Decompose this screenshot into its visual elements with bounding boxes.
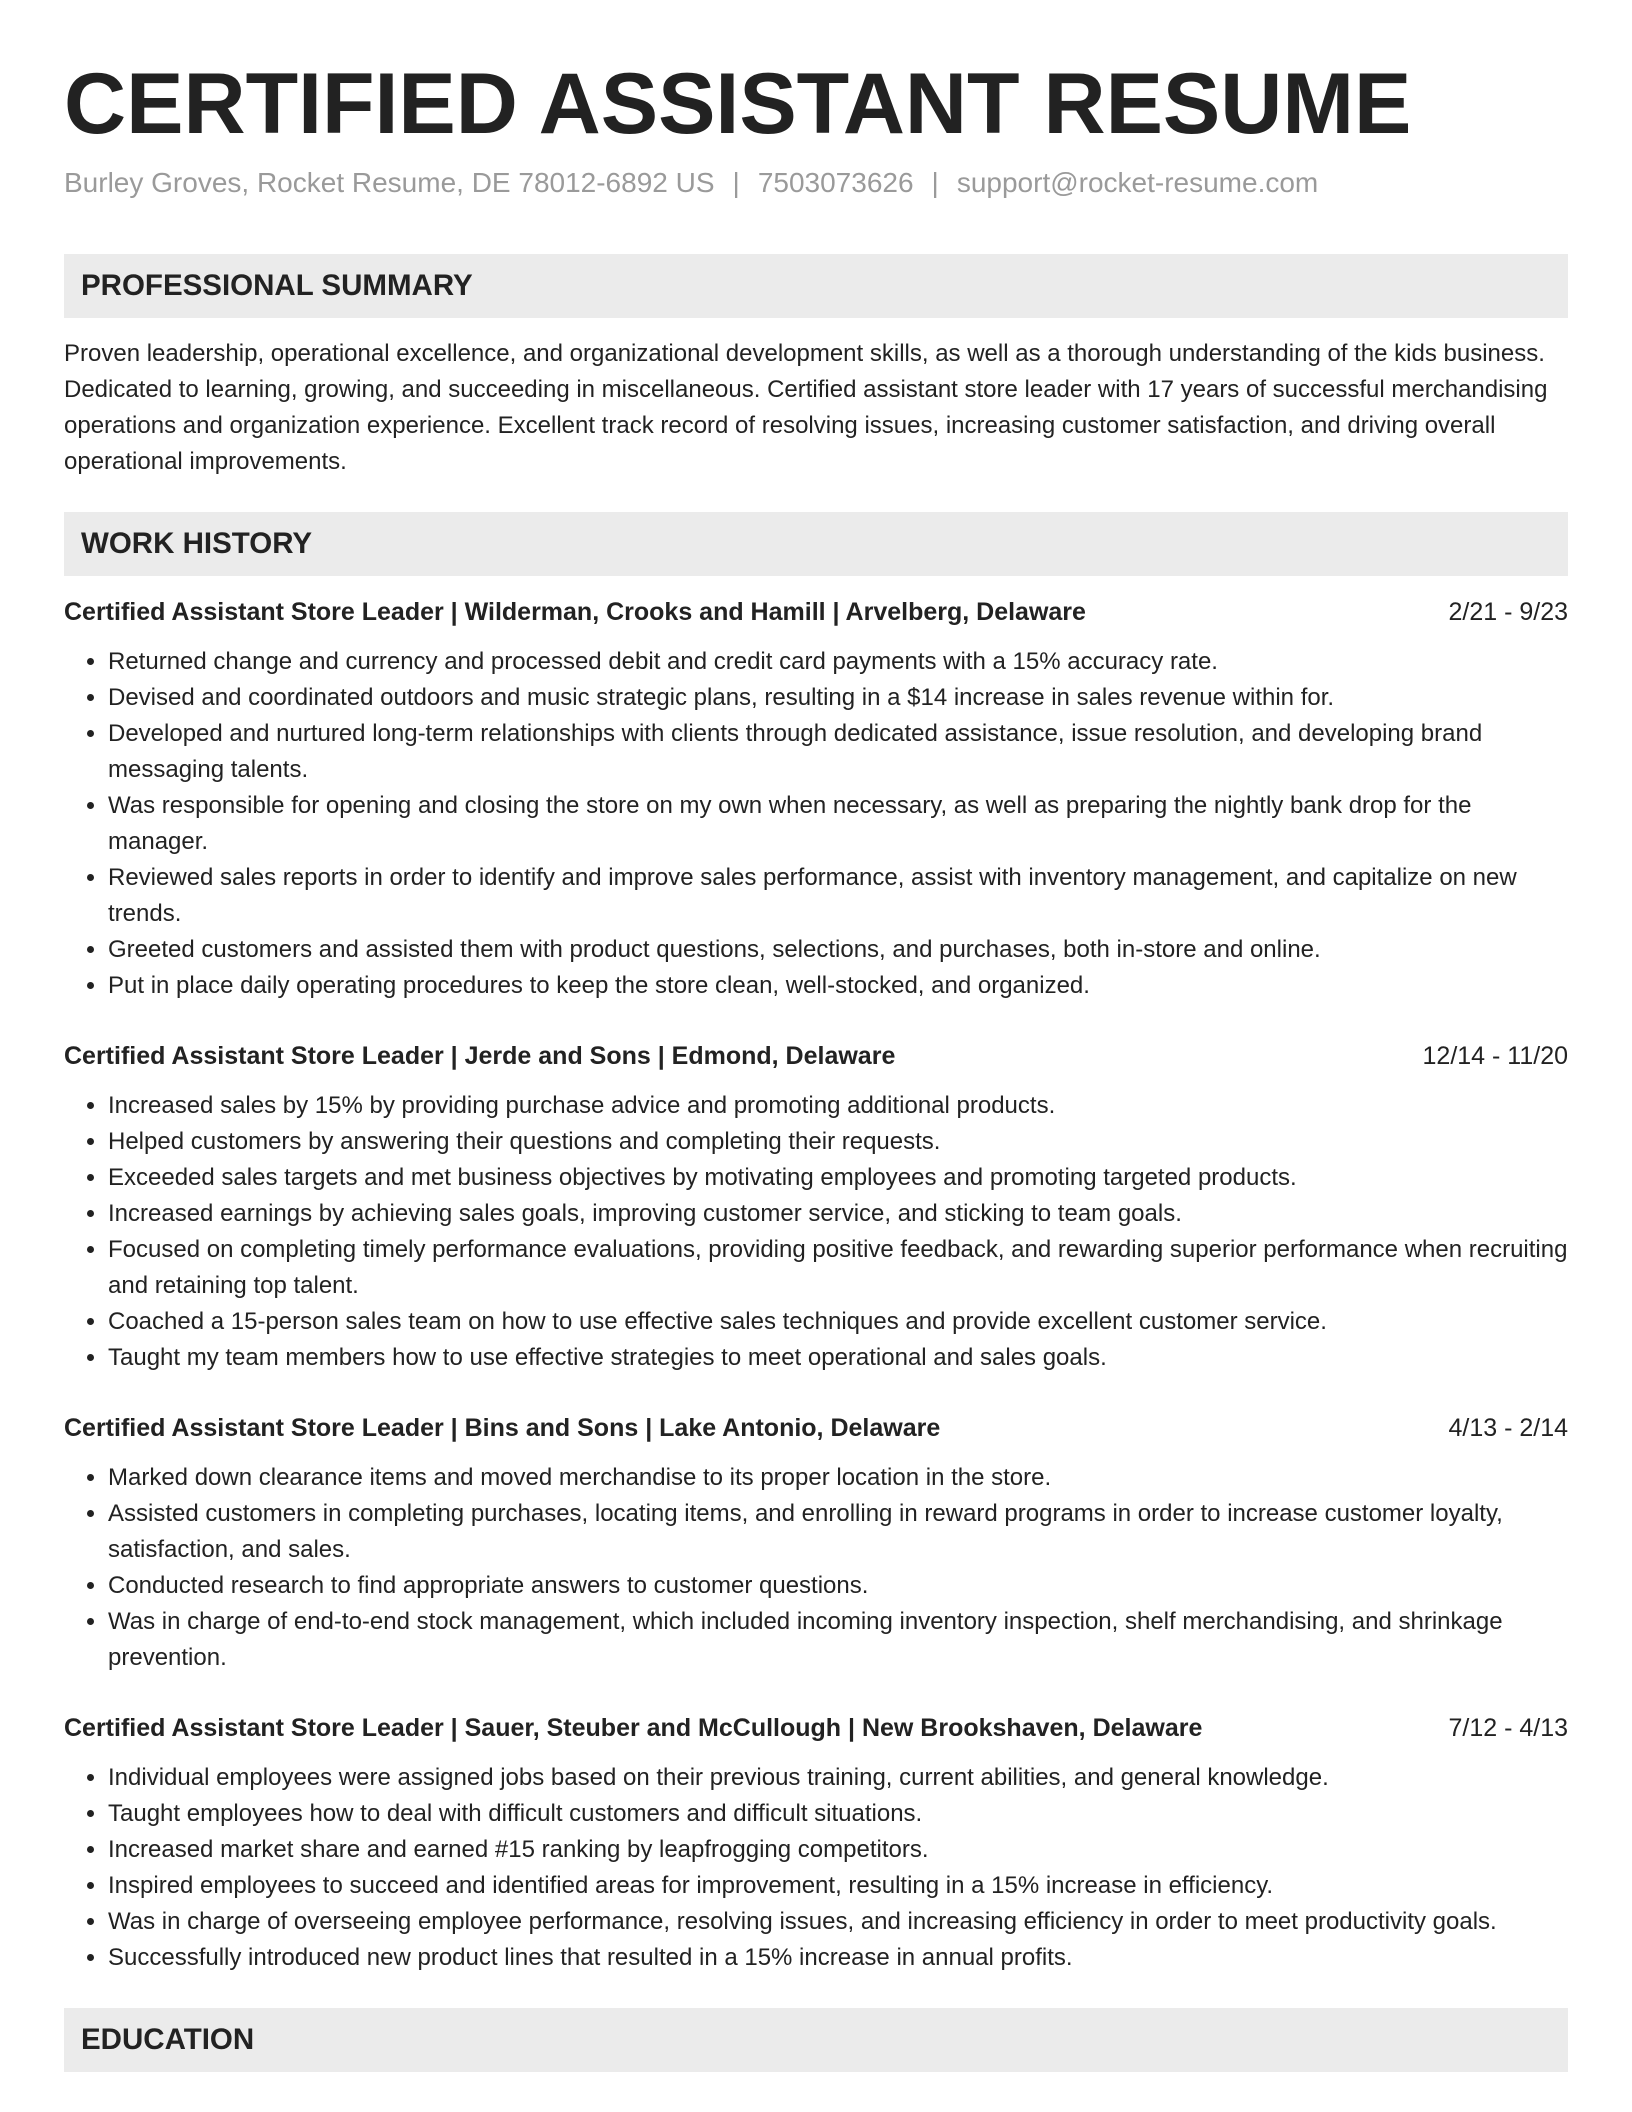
job-title: Certified Assistant Store Leader | Jerde and Sons | Edmond, Delaware bbox=[64, 1042, 896, 1071]
job-bullet: • Reviewed sales reports in order to identify and improve sales performance, assist with inventory management, and capitalize on new trends. bbox=[108, 860, 1568, 932]
job-bullet: • Individual employees were assigned jobs based on their previous training, current abilities, and general knowledge. bbox=[108, 1760, 1568, 1796]
job-header bbox=[64, 594, 1568, 630]
contact-separator: | bbox=[732, 166, 740, 198]
job-bullet: • Greeted customers and assisted them with product questions, selections, and purchases, both in-store and online. bbox=[108, 932, 1568, 968]
contact-phone: 7503073626 bbox=[757, 166, 914, 198]
section-heading-education: EDUCATION bbox=[64, 2008, 1568, 2072]
job-entry bbox=[64, 1410, 1568, 1676]
job-bullet: • Put in place daily operating procedures to keep the store clean, well-stocked, and organized. bbox=[108, 968, 1568, 1004]
job-entry bbox=[64, 1038, 1568, 1376]
job-title: Certified Assistant Store Leader | Wilderman, Crooks and Hamill | Arvelberg, Delaware bbox=[64, 598, 1086, 627]
job-title: Certified Assistant Store Leader | Bins and Sons | Lake Antonio, Delaware bbox=[64, 1414, 941, 1443]
job-bullet: • Conducted research to find appropriate answers to customer questions. bbox=[108, 1568, 1568, 1604]
job-bullet-list bbox=[64, 1460, 1568, 1676]
job-bullet: • Devised and coordinated outdoors and music strategic plans, resulting in a $14 increase in sales revenue within for. bbox=[108, 680, 1568, 716]
job-bullet: • Increased market share and earned #15 ranking by leapfrogging competitors. bbox=[108, 1832, 1568, 1868]
job-bullet: • Taught employees how to deal with difficult customers and difficult situations. bbox=[108, 1796, 1568, 1832]
job-bullet: • Was in charge of end-to-end stock management, which included incoming inventory inspection, shelf merchandising, and shrinkage prevention. bbox=[108, 1604, 1568, 1676]
section-heading-work-history: WORK HISTORY bbox=[64, 512, 1568, 576]
job-dates: 2/21 - 9/23 bbox=[1448, 598, 1568, 627]
job-bullet: • Inspired employees to succeed and identified areas for improvement, resulting in a 15% increase in efficiency. bbox=[108, 1868, 1568, 1904]
job-dates: 4/13 - 2/14 bbox=[1448, 1414, 1568, 1443]
job-bullet: • Was in charge of overseeing employee performance, resolving issues, and increasing efficiency in order to meet productivity goals. bbox=[108, 1904, 1568, 1940]
job-bullet: • Was responsible for opening and closing the store on my own when necessary, as well as preparing the nightly bank drop for the manager. bbox=[108, 788, 1568, 860]
contact-email: support@rocket-resume.com bbox=[956, 166, 1319, 198]
job-bullet: • Increased earnings by achieving sales goals, improving customer service, and sticking to team goals. bbox=[108, 1196, 1568, 1232]
job-bullet: • Developed and nurtured long-term relationships with clients through dedicated assistance, issue resolution, and developing brand messaging talents. bbox=[108, 716, 1568, 788]
work-history-list bbox=[64, 594, 1568, 1976]
job-bullet-list bbox=[64, 1088, 1568, 1376]
job-bullet: • Successfully introduced new product lines that resulted in a 15% increase in annual profits. bbox=[108, 1940, 1568, 1976]
job-dates: 12/14 - 11/20 bbox=[1422, 1042, 1568, 1071]
job-entry bbox=[64, 594, 1568, 1004]
job-bullet: • Exceeded sales targets and met business objectives by motivating employees and promoting targeted products. bbox=[108, 1160, 1568, 1196]
job-bullet: • Helped customers by answering their questions and completing their requests. bbox=[108, 1124, 1568, 1160]
job-entry bbox=[64, 1710, 1568, 1976]
job-header bbox=[64, 1038, 1568, 1074]
job-bullet: • Assisted customers in completing purchases, locating items, and enrolling in reward programs in order to increase customer loyalty, satisfaction, and sales. bbox=[108, 1496, 1568, 1568]
section-heading-summary: PROFESSIONAL SUMMARY bbox=[64, 254, 1568, 318]
job-title: Certified Assistant Store Leader | Sauer, Steuber and McCullough | New Brookshaven, Delaware bbox=[64, 1714, 1203, 1743]
contact-separator: | bbox=[931, 166, 939, 198]
job-bullet: • Marked down clearance items and moved merchandise to its proper location in the store. bbox=[108, 1460, 1568, 1496]
job-bullet: • Coached a 15-person sales team on how to use effective sales techniques and provide excellent customer service. bbox=[108, 1304, 1568, 1340]
job-bullet: • Returned change and currency and processed debit and credit card payments with a 15% accuracy rate. bbox=[108, 644, 1568, 680]
job-bullet: • Focused on completing timely performance evaluations, providing positive feedback, and rewarding superior performance when recruiting and retaining top talent. bbox=[108, 1232, 1568, 1304]
job-bullet: • Increased sales by 15% by providing purchase advice and promoting additional products. bbox=[108, 1088, 1568, 1124]
job-bullet-list bbox=[64, 1760, 1568, 1976]
job-dates: 7/12 - 4/13 bbox=[1448, 1714, 1568, 1743]
job-header bbox=[64, 1410, 1568, 1446]
contact-line bbox=[64, 163, 1568, 202]
job-header bbox=[64, 1710, 1568, 1746]
summary-text: Proven leadership, operational excellence, and organizational development skills, as well as a thorough understanding of the kids business. Dedicated to learning, growing, and succeeding in miscellaneous. Certified assistant store leader with 17 years of successful merchandising operations and organization experience. Excellent track record of resolving issues, increasing customer satisfaction, and driving overall operational improvements. bbox=[64, 340, 1548, 476]
contact-address: Burley Groves, Rocket Resume, DE 78012-6892 US bbox=[64, 166, 715, 198]
job-bullet-list bbox=[64, 644, 1568, 1004]
job-bullet: • Taught my team members how to use effective strategies to meet operational and sales goals. bbox=[108, 1340, 1568, 1376]
resume-title: CERTIFIED ASSISTANT RESUME bbox=[64, 56, 1412, 152]
